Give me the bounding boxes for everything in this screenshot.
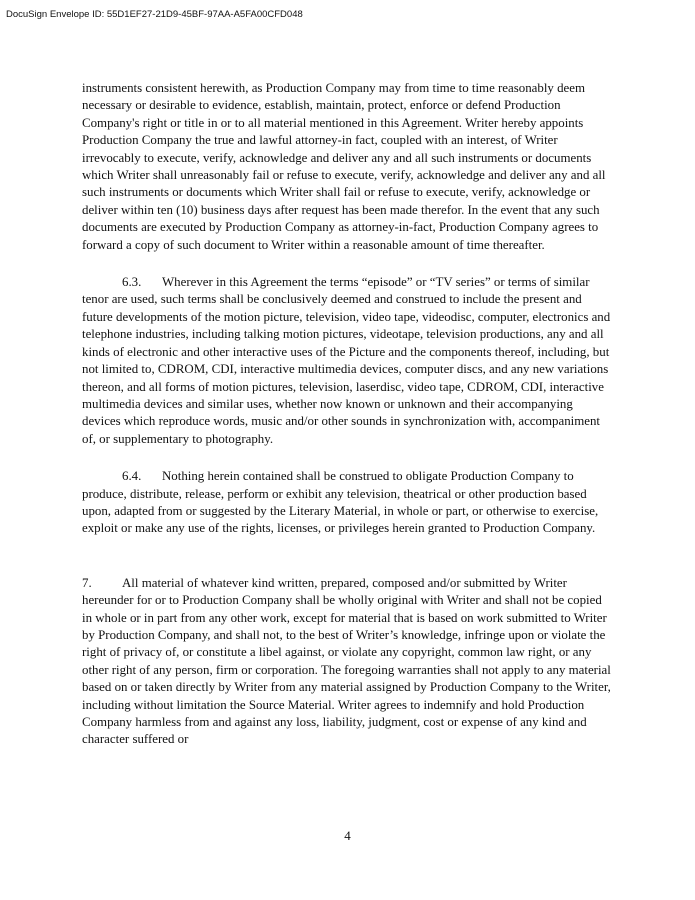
paragraph-6-4 (82, 468, 612, 538)
paragraph-continuation (82, 80, 612, 254)
paragraph-text: Nothing herein contained shall be construed to obligate Production Company to produce, distribute, release, perform or exhibit any television, theatrical or other production based upon, adapted from or suggested by the Literary Material, in whole or part, or otherwise to exercise, exploit or make any use of the rights, licenses, or privileges herein granted to Production Company. (82, 469, 599, 536)
section-number: 6.3. (122, 275, 142, 290)
paragraph-7 (82, 575, 612, 749)
paragraph-text: Wherever in this Agreement the terms “episode” or “TV series” or terms of similar tenor are used, such terms shall be conclusively deemed and construed to include the present and future developments of the motion picture, television, video tape, videodisc, computer, electronics and telephone industries, including talking motion pictures, videotape, television productions, any and all kinds of electronic and other interactive uses of the Picture and the components thereof, including, but not limited to, CDROM, CDI, interactive multimedia devices, computer discs, and any new variations thereon, and all forms of motion pictures, television, laserdisc, video tape, CDROM, CDI, interactive multimedia devices and similar uses, whether now known or unknown and their accompanying devices which reproduce words, music and/or other sounds in synchronization with, accompaniment of, or supplementary to photography. (82, 275, 611, 446)
paragraph-text: instruments consistent herewith, as Production Company may from time to time reasonably deem necessary or desirable to evidence, establish, maintain, protect, enforce or defend Production Company's right or title in or to all material mentioned in this Agreement. Writer hereby appoints Production Company the true and lawful attorney-in fact, coupled with an interest, of Writer irrevocably to execute, verify, acknowledge and deliver any and all such instruments or documents which Writer shall unreasonably fail or refuse to execute, verify, acknowledge and deliver any and all such instruments or documents which Writer shall fail or refuse to execute, verify, acknowledge or deliver within ten (10) business days after request has been made therefor. In the event that any such documents are executed by Production Company as attorney-in-fact, Production Company agrees to forward a copy of such document to Writer within a reasonable amount of time thereafter. (82, 81, 606, 252)
paragraph-text: All material of whatever kind written, prepared, composed and/or submitted by Writer hereunder for or to Production Company shall be wholly original with Writer and shall not be copied in whole or in part from any other work, except for material that is based on work submitted to Writer by Production Company, and shall not, to the best of Writer’s knowledge, infringe upon or violate the right of privacy of, or constitute a libel against, or violate any copyright, common law right, or any other right of any person, firm or corporation. The foregoing warranties shall not apply to any material based on or taken directly by Writer from any material assigned by Production Company to the Writer, including without limitation the Source Material. Writer agrees to indemnify and hold Production Company harmless from and against any loss, liability, judgment, cost or expense of any kind and character suffered or (82, 575, 611, 747)
docusign-envelope-id: DocuSign Envelope ID: 55D1EF27-21D9-45BF-97AA-A5FA00CFD048 (6, 9, 303, 20)
page-number: 4 (344, 828, 351, 843)
section-number: 7. (82, 575, 92, 590)
section-number: 6.4. (122, 469, 142, 484)
paragraph-6-3 (82, 274, 612, 448)
document-body (82, 80, 612, 749)
